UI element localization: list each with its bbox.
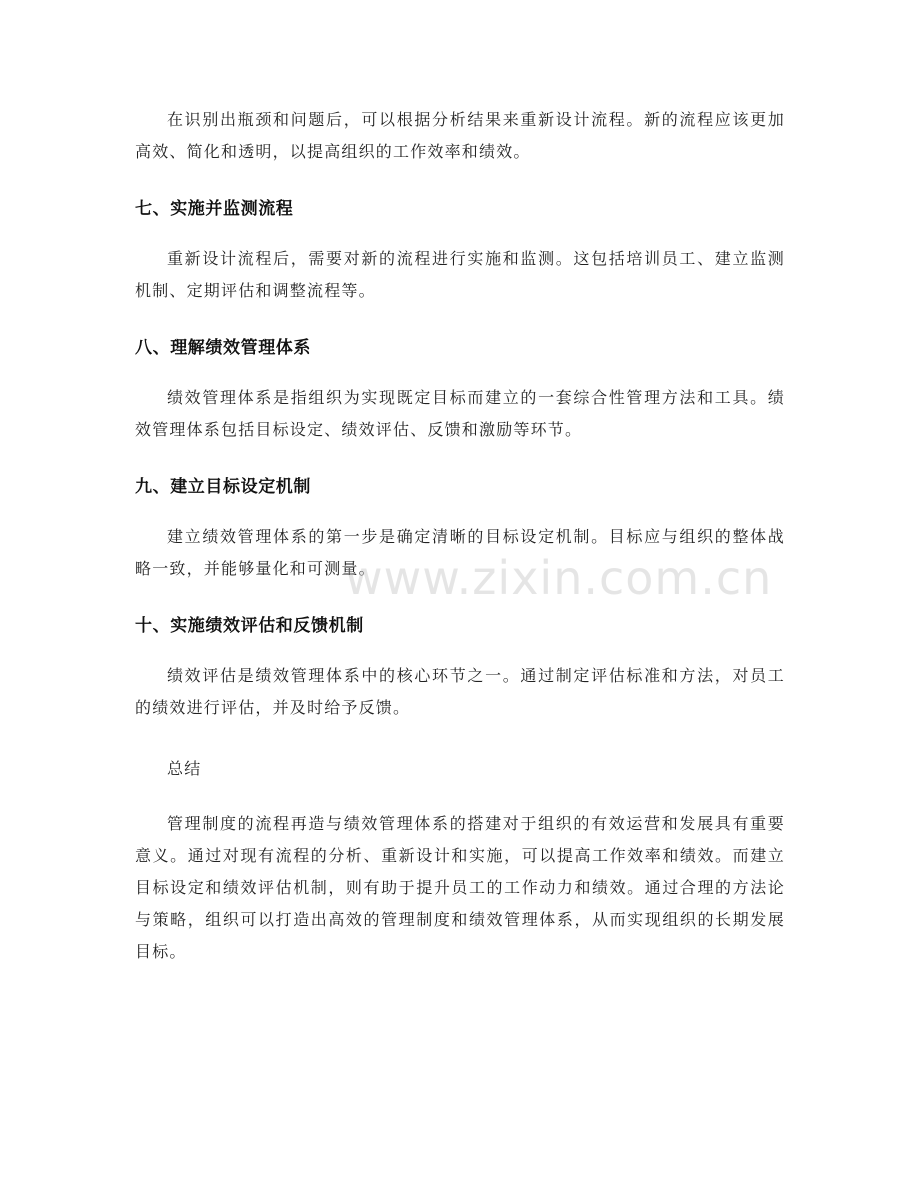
paragraph-implement-monitor: 重新设计流程后，需要对新的流程进行实施和监测。这包括培训员工、建立监测机制、定期评估和调整流程等。	[135, 249, 785, 300]
paragraph-evaluation-feedback: 绩效评估是绩效管理体系中的核心环节之一。通过制定评估标准和方法，对员工的绩效进行评估，并及时给予反馈。	[135, 666, 785, 717]
paragraph-goal-setting: 建立绩效管理体系的第一步是确定清晰的目标设定机制。目标应与组织的整体战略一致，并能够量化和可测量。	[135, 527, 785, 578]
heading-section-9: 九、建立目标设定机制	[135, 477, 311, 497]
heading-section-10: 十、实施绩效评估和反馈机制	[135, 616, 364, 636]
summary-label: 总结	[167, 759, 202, 778]
heading-section-8: 八、理解绩效管理体系	[135, 338, 311, 358]
paragraph-summary: 管理制度的流程再造与绩效管理体系的搭建对于组织的有效运营和发展具有重要意义。通过对现有流程的分析、重新设计和实施，可以提高工作效率和绩效。而建立目标设定和绩效评估机制，则有助于提升员工的工作动力和绩效。通过合理的方法论与策略，组织可以打造出高效的管理制度和绩效管理体系，从而实现组织的长期发展目标。	[135, 814, 785, 961]
heading-section-7: 七、实施并监测流程	[135, 199, 294, 219]
paragraph-performance-system: 绩效管理体系是指组织为实现既定目标而建立的一套综合性管理方法和工具。绩效管理体系包括目标设定、绩效评估、反馈和激励等环节。	[135, 388, 785, 439]
watermark: www.zixin.com.cn	[345, 551, 773, 605]
paragraph-redesign: 在识别出瓶颈和问题后，可以根据分析结果来重新设计流程。新的流程应该更加高效、简化和透明，以提高组织的工作效率和绩效。	[135, 110, 785, 161]
